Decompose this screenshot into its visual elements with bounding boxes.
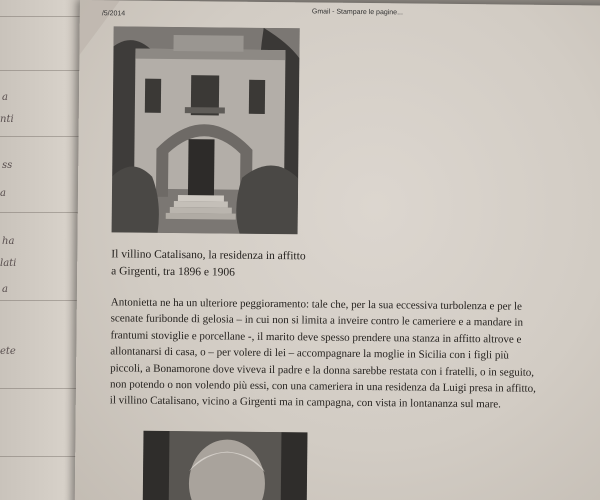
handwritten-note: nti (0, 114, 14, 125)
printed-page (75, 0, 600, 500)
handwritten-note: ss (2, 160, 13, 171)
page-header-date: /5/2014 (101, 10, 126, 18)
villino-photo (112, 26, 300, 234)
ruled-line (0, 16, 92, 17)
villino-illustration (112, 26, 300, 234)
handwritten-note: a (2, 284, 8, 295)
caption-line-1: Il villino Catalisano, la residenza in affitto (111, 248, 306, 263)
handwritten-note: lati (0, 258, 17, 269)
photo-caption (111, 246, 371, 282)
portrait-photo (143, 431, 308, 500)
page-header-title: Gmail - Stampare le pagine... (311, 8, 403, 17)
ruled-line (0, 70, 92, 71)
body-paragraph: Antonietta ne ha un ulteriore peggioramento: tale che, per la sua eccessiva turbolenza e per le scenate furibonde di gelosia – in cui non si limita a inveire contro le cameriere e a mandare in frantumi stoviglie e porcellane -, il marito deve spesso prendere una stanza in affitto altrove e allontanarsi di casa, o – per volere di lei – accompagnare la moglie in Sicilia con i figli più piccoli, a Bonamorone dove viveva il padre e la donna sarebbe restata con i fratelli, o in seguito, non potendo o non volendo più essi, con una cameriera in una residenza da Luigi presa in affitto, il villino Catalisano, vicino a Girgenti ma in campagna, con vista in lontananza sul mare. (109, 296, 536, 411)
handwritten-note: ete (0, 346, 16, 357)
handwritten-note: a (2, 92, 8, 103)
handwritten-note: ha (2, 236, 15, 247)
portrait-illustration (143, 431, 308, 500)
caption-line-2: a Girgenti, tra 1896 e 1906 (111, 264, 235, 279)
handwritten-note: a (0, 188, 6, 199)
